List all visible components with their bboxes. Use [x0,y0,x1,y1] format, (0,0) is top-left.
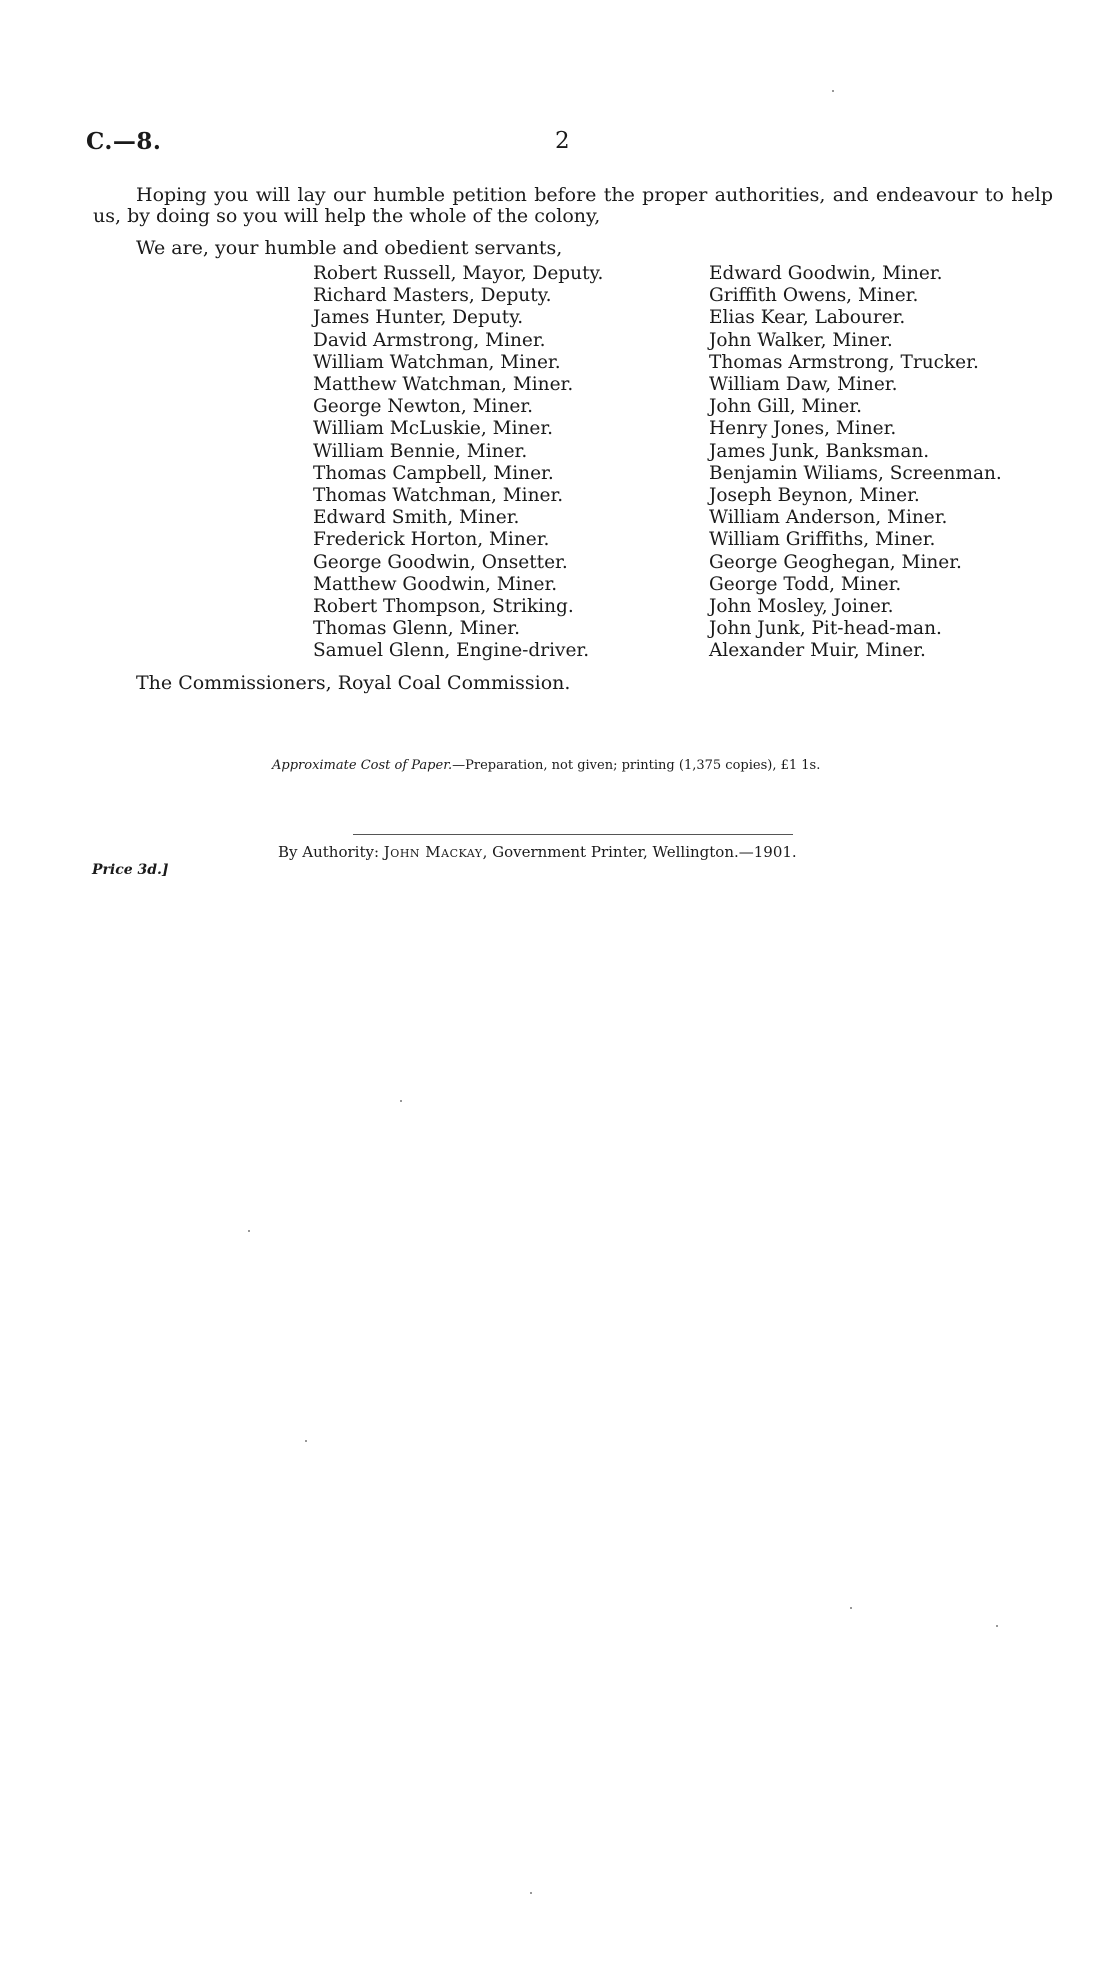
signatory-left: Matthew Goodwin, Miner. [313,573,558,595]
printer-name: John Mackay [383,843,483,861]
signatory-right: John Walker, Miner. [709,329,893,351]
imprint-suffix: , Government Printer, Wellington.—1901. [482,843,797,861]
signatory-left: Matthew Watchman, Miner. [313,374,574,396]
signatory-left: Robert Thompson, Striking. [313,596,574,618]
scan-speck [248,1230,250,1232]
signatory-left: Thomas Watchman, Miner. [313,485,564,507]
signatory-left: George Goodwin, Onsetter. [313,551,568,573]
signatory-right: Alexander Muir, Miner. [709,640,926,662]
signatory-left: Thomas Campbell, Miner. [313,462,554,484]
signatory-right: John Mosley, Joiner. [709,596,894,618]
signatories-left-column [313,263,603,663]
imprint-prefix: By Authority: [278,843,384,861]
signatory-right: Edward Goodwin, Miner. [709,263,943,284]
signatory-right: John Gill, Miner. [709,396,862,418]
signatory-right: William Anderson, Miner. [709,507,948,529]
scan-speck [305,1440,307,1442]
signatory-left: Frederick Horton, Miner. [313,529,550,551]
price: Price 3d.] [92,862,169,878]
letter-closing: We are, your humble and obedient servants, [136,237,563,259]
signatory-left: Thomas Glenn, Miner. [313,618,520,640]
letter-body: Hoping you will lay our humble petition before the proper authorities, and endeavour to help us, by doing so you will help the whole of the colony, [93,184,1053,227]
signatory-left: Richard Masters, Deputy. [313,285,552,307]
signatory-left: David Armstrong, Miner. [313,329,546,351]
signatory-right: Joseph Beynon, Miner. [709,485,920,507]
signatory-right: John Junk, Pit-head-man. [709,618,942,640]
signatory-left: William Bennie, Miner. [313,440,528,462]
signatory-right: Henry Jones, Miner. [709,418,897,440]
signatory-right: Elias Kear, Labourer. [709,307,906,329]
signatory-right: George Geoghegan, Miner. [709,551,962,573]
scan-speck [850,1607,852,1609]
signatory-right: George Todd, Miner. [709,573,902,595]
signatory-left: William Watchman, Miner. [313,351,561,373]
cost-text: —Preparation, not given; printing (1,375 copies), £1 1s. [452,758,821,773]
signatory-left: Samuel Glenn, Engine-driver. [313,640,590,662]
signatory-left: James Hunter, Deputy. [313,307,524,329]
signatory-right: William Griffiths, Miner. [709,529,936,551]
signatory-left: William McLuskie, Miner. [313,418,554,440]
signatories-right-column [709,263,1002,663]
signatory-right: William Daw, Miner. [709,374,898,396]
signatory-left: George Newton, Miner. [313,396,534,418]
signatory-right: James Junk, Banksman. [709,440,930,462]
signatory-right: Thomas Armstrong, Trucker. [709,351,979,373]
signatory-right: Griffith Owens, Miner. [709,285,919,307]
scan-speck [832,90,834,92]
page-number: 2 [555,128,570,154]
signatory-right: Benjamin Wiliams, Screenman. [709,462,1002,484]
scan-speck [996,1625,998,1627]
addressee: The Commissioners, Royal Coal Commission. [136,672,571,694]
signatory-left: Edward Smith, Miner. [313,507,520,529]
divider-rule [353,834,793,835]
signatory-left: Robert Russell, Mayor, Deputy. [313,263,604,284]
cost-note [272,758,820,773]
scan-speck [530,1892,532,1894]
printer-imprint [278,843,797,861]
cost-label: Approximate Cost of Paper. [272,758,453,773]
page-reference: C.—8. [86,128,162,155]
scan-speck [400,1100,402,1102]
